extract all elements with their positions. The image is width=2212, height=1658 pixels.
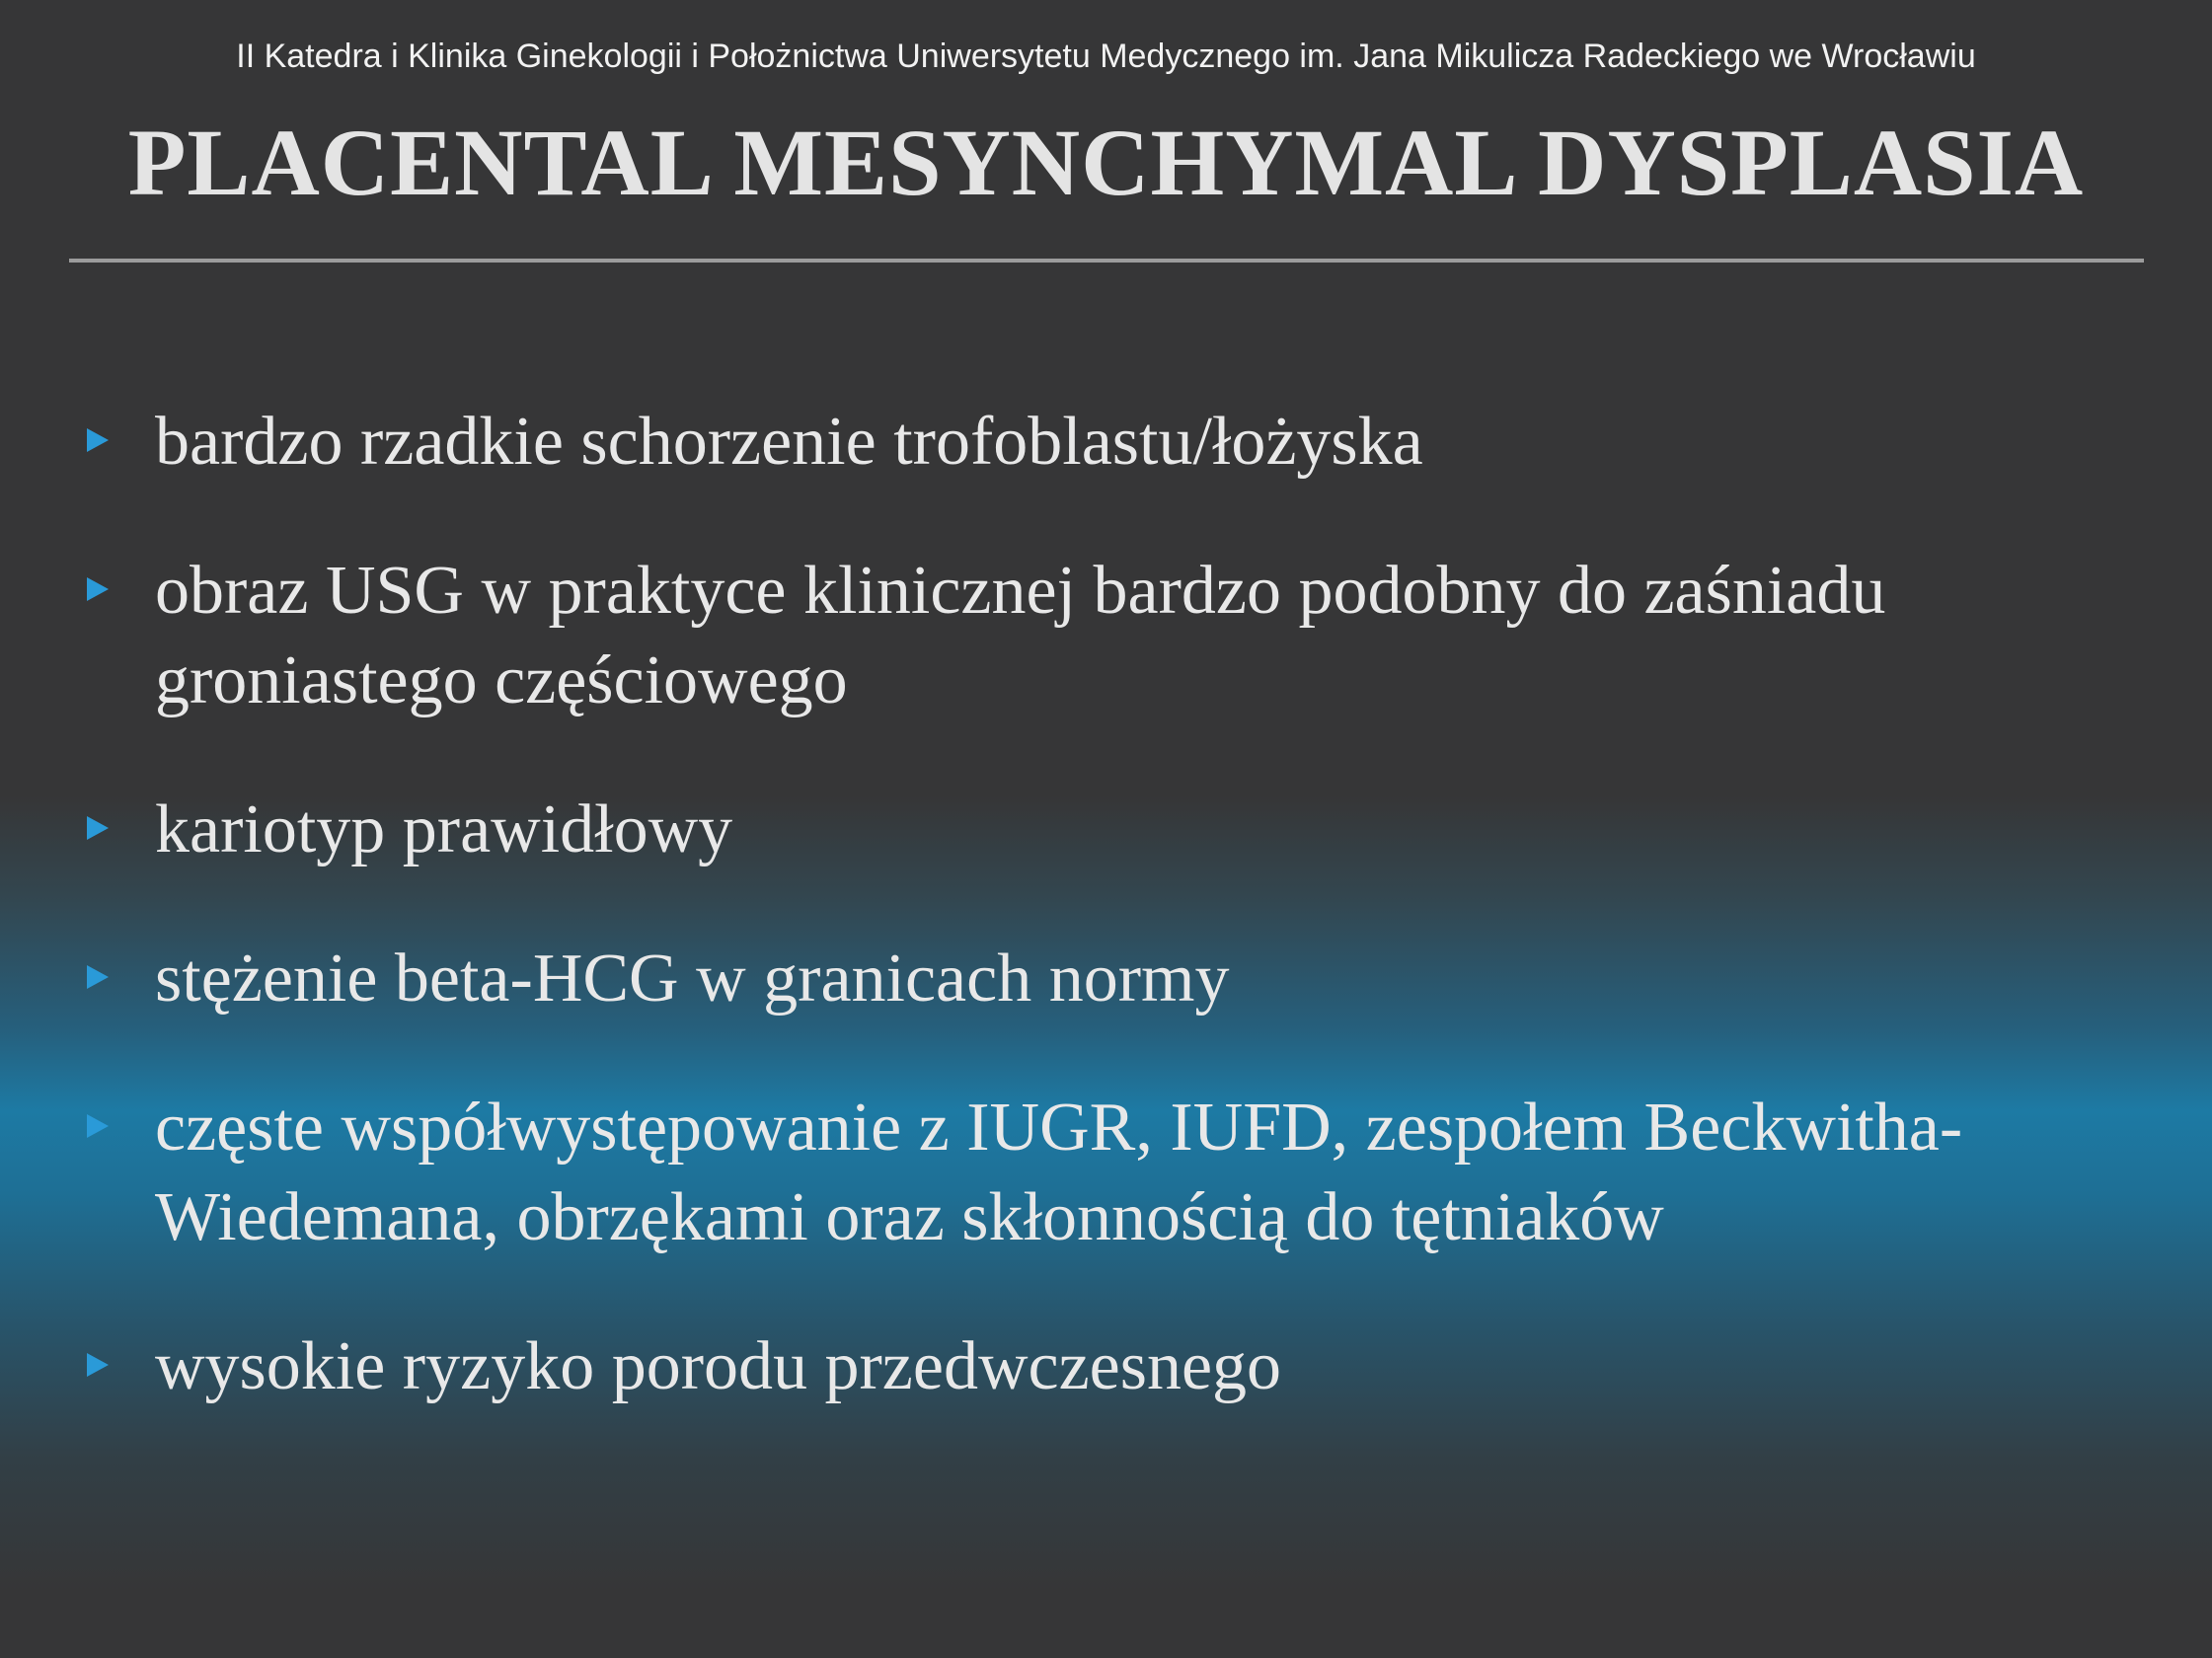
triangle-right-icon: [87, 577, 109, 601]
bullet-item: [0, 785, 2212, 874]
bullet-list: [0, 397, 2212, 1470]
bullet-item: [0, 397, 2212, 487]
bullet-text: stężenie beta-HCG w granicach normy: [155, 941, 1230, 1017]
bullet-text: kariotyp prawidłowy: [155, 791, 733, 867]
bullet-item: [0, 546, 2212, 725]
triangle-right-icon: [87, 1114, 109, 1138]
bullet-text: bardzo rzadkie schorzenie trofoblastu/łożyska: [155, 404, 1423, 480]
slide-title: PLACENTAL MESYNCHYMAL DYSPLASIA: [127, 110, 2085, 215]
bullet-item: [0, 1321, 2212, 1411]
bullet-text: wysokie ryzyko porodu przedwczesnego: [155, 1328, 1282, 1404]
institution-header: II Katedra i Klinika Ginekologii i Położnictwa Uniwersytetu Medycznego im. Jana Mikulicza Radeckiego we Wrocławiu: [236, 38, 1976, 75]
triangle-right-icon: [87, 816, 109, 840]
bullet-item: [0, 1083, 2212, 1262]
bullet-item: [0, 934, 2212, 1023]
bullet-text: częste współwystępowanie z IUGR, IUFD, zespołem Beckwitha-Wiedemana, obrzękami oraz skłonnością do tętniaków: [155, 1090, 1963, 1255]
triangle-right-icon: [87, 428, 109, 452]
triangle-right-icon: [87, 965, 109, 989]
title-divider: [69, 259, 2144, 263]
triangle-right-icon: [87, 1353, 109, 1377]
bullet-text: obraz USG w praktyce klinicznej bardzo podobny do zaśniadu groniastego częściowego: [155, 553, 1886, 718]
